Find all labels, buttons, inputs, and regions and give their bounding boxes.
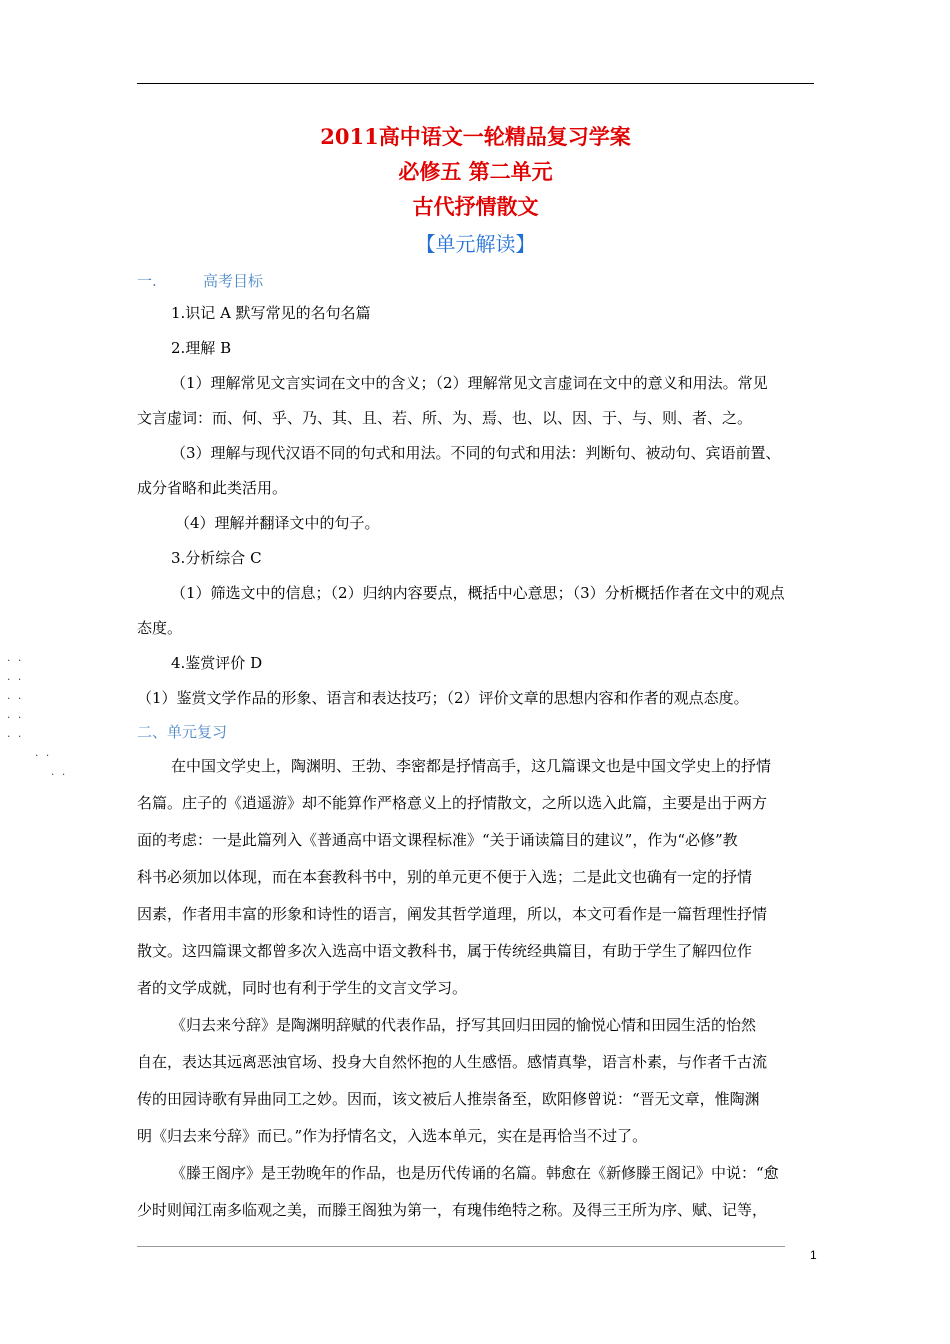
paragraph-line: 自在，表达其远离恶浊官场、投身大自然怀抱的人生感悟。感情真挚，语言朴素，与作者千古流 <box>137 1053 768 1071</box>
paragraph-line: 在中国文学史上，陶渊明、王勃、李密都是抒情高手，这几篇课文也是中国文学史上的抒情 <box>171 757 772 775</box>
paragraph-line: （4）理解并翻译文中的句子。 <box>175 514 380 532</box>
paragraph-line: （1）理解常见文言实词在文中的含义；（2）理解常见文言虚词在文中的意义和用法。常见 <box>171 374 768 392</box>
margin-marks: . . . . . . . . . . . . . . <box>6 654 67 778</box>
paragraph-line: 《归去来兮辞》是陶渊明辞赋的代表作品，抒写其回归田园的愉悦心情和田园生活的怡然 <box>171 1016 757 1034</box>
paragraph-line: （1）筛选文中的信息；（2）归纳内容要点，概括中心意思；（3）分析概括作者在文中的观点 <box>171 584 785 602</box>
paragraph-line: 者的文学成就，同时也有利于学生的文言文学习。 <box>137 979 468 997</box>
paragraph-line: 因素，作者用丰富的形象和诗性的语言，阐发其哲学道理，所以，本文可看作是一篇哲理性抒情 <box>137 905 768 923</box>
document-subtitle: 必修五 第二单元 <box>398 159 553 184</box>
paragraph-line: 科书必须加以体现，而在本套教科书中，别的单元更不便于入选；二是此文也确有一定的抒情 <box>137 868 753 886</box>
paragraph-line: 少时则闻江南多临观之美，而滕王阁独为第一，有瑰伟绝特之称。及得三王所为序、赋、记等， <box>137 1201 768 1219</box>
paragraph-line: 《滕王阁序》是王勃晚年的作品，也是历代传诵的名篇。韩愈在《新修滕王阁记》中说：“愈 <box>171 1164 779 1182</box>
footer-rule <box>137 1246 785 1247</box>
section1-number: 一. <box>137 272 157 290</box>
header-rule <box>137 83 814 84</box>
document-title: 2011高中语文一轮精品复习学案 <box>320 124 631 149</box>
paragraph-line: 散文。这四篇课文都曾多次入选高中语文教科书，属于传统经典篇目，有助于学生了解四位作 <box>137 942 753 960</box>
paragraph-line: 传的田园诗歌有异曲同工之妙。因而，该文被后人推崇备至，欧阳修曾说：“晋无文章，惟陶渊 <box>137 1090 760 1108</box>
paragraph-line: 1.识记 A 默写常见的名句名篇 <box>171 304 371 322</box>
paragraph-line: 名篇。庄子的《逍遥游》却不能算作严格意义上的抒情散文，之所以选入此篇，主要是出于两方 <box>137 794 768 812</box>
paragraph-line: 成分省略和此类活用。 <box>137 479 288 497</box>
paragraph-line: 文言虚词：而、何、乎、乃、其、且、若、所、为、焉、也、以、因、于、与、则、者、之。 <box>137 409 753 427</box>
paragraph-line: 明《归去来兮辞》而已。”作为抒情名文，入选本单元，实在是再恰当不过了。 <box>137 1127 648 1145</box>
section2-heading: 二、单元复习 <box>137 723 228 741</box>
paragraph-line: 2.理解 B <box>171 339 232 357</box>
paragraph-line: 4.鉴赏评价 D <box>171 654 263 672</box>
paragraph-line: （3）理解与现代汉语不同的句式和用法。不同的句式和用法：判断句、被动句、宾语前置、 <box>171 444 781 462</box>
paragraph-line: 面的考虑：一是此篇列入《普通高中语文课程标准》“关于诵读篇目的建议”，作为“必修”教 <box>137 831 738 849</box>
paragraph-line: 3.分析综合 C <box>171 549 262 567</box>
section1-title: 高考目标 <box>203 272 264 290</box>
page-number: 1 <box>810 1248 817 1262</box>
paragraph-line: （1）鉴赏文学作品的形象、语言和表达技巧；（2）评价文章的思想内容和作者的观点态度。 <box>137 689 749 707</box>
document-topic: 古代抒情散文 <box>412 194 539 219</box>
unit-reading-heading: 【单元解读】 <box>415 232 536 256</box>
section1-heading <box>137 269 263 293</box>
paragraph-line: 态度。 <box>137 619 183 637</box>
